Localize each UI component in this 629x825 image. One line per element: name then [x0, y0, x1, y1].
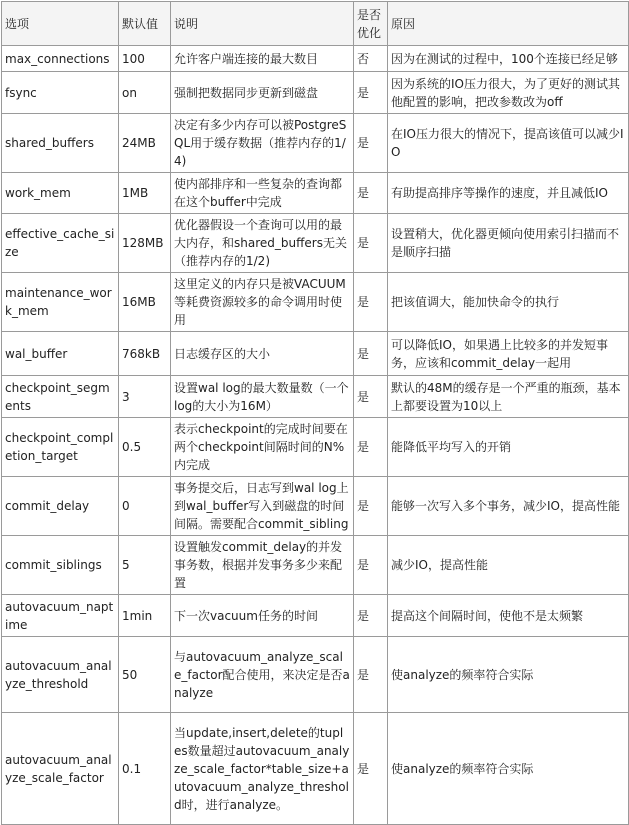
description-cell: 决定有多少内存可以被PostgreSQL用于缓存数据（推荐内存的1/4): [171, 114, 354, 173]
option-cell: commit_delay: [2, 477, 119, 536]
table-row: [2, 214, 629, 273]
option-cell: shared_buffers: [2, 114, 119, 173]
optimize-cell: 是: [354, 173, 388, 214]
header-reason: 原因: [388, 2, 629, 46]
reason-cell: 提高这个间隔时间，使他不是太频繁: [388, 595, 629, 637]
table-row: [2, 713, 629, 825]
description-cell: 强制把数据同步更新到磁盘: [171, 72, 354, 114]
description-cell: 表示checkpoint的完成时间要在两个checkpoint间隔时间的N%内完成: [171, 418, 354, 477]
reason-cell: 能降低平均写入的开销: [388, 418, 629, 477]
default-cell: 50: [119, 637, 171, 713]
description-cell: 与autovacuum_analyze_scale_factor配合使用，来决定是否analyze: [171, 637, 354, 713]
reason-cell: 因为系统的IO压力很大，为了更好的测试其他配置的影响，把改参数改为off: [388, 72, 629, 114]
reason-cell: 减少IO，提高性能: [388, 536, 629, 595]
optimize-cell: 是: [354, 477, 388, 536]
description-cell: 优化器假设一个查询可以用的最大内存，和shared_buffers无关（推荐内存的1/2): [171, 214, 354, 273]
optimize-cell: 是: [354, 273, 388, 332]
option-cell: work_mem: [2, 173, 119, 214]
table-row: [2, 332, 629, 376]
default-cell: 5: [119, 536, 171, 595]
default-cell: 3: [119, 376, 171, 418]
option-cell: commit_siblings: [2, 536, 119, 595]
config-table: [1, 1, 629, 825]
table-row: [2, 114, 629, 173]
reason-cell: 设置稍大，优化器更倾向使用索引扫描而不是顺序扫描: [388, 214, 629, 273]
header-description: 说明: [171, 2, 354, 46]
table-row: [2, 418, 629, 477]
default-cell: 1min: [119, 595, 171, 637]
option-cell: fsync: [2, 72, 119, 114]
header-default: 默认值: [119, 2, 171, 46]
description-cell: 这里定义的内存只是被VACUUM等耗费资源较多的命令调用时使用: [171, 273, 354, 332]
optimize-cell: 是: [354, 637, 388, 713]
table-row: [2, 72, 629, 114]
optimize-cell: 是: [354, 418, 388, 477]
header-option: 选项: [2, 2, 119, 46]
table-row: [2, 477, 629, 536]
table-row: [2, 376, 629, 418]
table-row: [2, 595, 629, 637]
optimize-cell: 是: [354, 72, 388, 114]
option-cell: autovacuum_naptime: [2, 595, 119, 637]
reason-cell: 使analyze的频率符合实际: [388, 713, 629, 825]
default-cell: 100: [119, 46, 171, 72]
reason-cell: 可以降低IO，如果遇上比较多的并发短事务，应该和commit_delay一起用: [388, 332, 629, 376]
optimize-cell: 是: [354, 713, 388, 825]
description-cell: 下一次vacuum任务的时间: [171, 595, 354, 637]
header-row: [2, 2, 629, 46]
description-cell: 日志缓存区的大小: [171, 332, 354, 376]
optimize-cell: 是: [354, 114, 388, 173]
table-row: [2, 173, 629, 214]
reason-cell: 默认的48M的缓存是一个严重的瓶颈，基本上都要设置为10以上: [388, 376, 629, 418]
table-row: [2, 273, 629, 332]
table-row: [2, 46, 629, 72]
description-cell: 使内部排序和一些复杂的查询都在这个buffer中完成: [171, 173, 354, 214]
option-cell: autovacuum_analyze_threshold: [2, 637, 119, 713]
optimize-cell: 是: [354, 536, 388, 595]
reason-cell: 有助提高排序等操作的速度，并且减低IO: [388, 173, 629, 214]
description-cell: 设置触发commit_delay的并发事务数，根据并发事务多少来配置: [171, 536, 354, 595]
option-cell: wal_buffer: [2, 332, 119, 376]
option-cell: max_connections: [2, 46, 119, 72]
default-cell: 16MB: [119, 273, 171, 332]
description-cell: 当update,insert,delete的tuples数量超过autovacuum_analyze_scale_factor*table_size+autovacuum_analyze_threshold时，进行analyze。: [171, 713, 354, 825]
default-cell: 1MB: [119, 173, 171, 214]
reason-cell: 使analyze的频率符合实际: [388, 637, 629, 713]
optimize-cell: 是: [354, 376, 388, 418]
optimize-cell: 是: [354, 595, 388, 637]
option-cell: checkpoint_segments: [2, 376, 119, 418]
optimize-cell: 是: [354, 214, 388, 273]
option-cell: effective_cache_size: [2, 214, 119, 273]
reason-cell: 能够一次写入多个事务，减少IO，提高性能: [388, 477, 629, 536]
default-cell: 0.5: [119, 418, 171, 477]
optimize-cell: 是: [354, 332, 388, 376]
optimize-cell: 否: [354, 46, 388, 72]
description-cell: 事务提交后，日志写到wal log上到wal_buffer写入到磁盘的时间间隔。需要配合commit_sibling: [171, 477, 354, 536]
default-cell: 768kB: [119, 332, 171, 376]
default-cell: 0.1: [119, 713, 171, 825]
table-row: [2, 536, 629, 595]
description-cell: 允许客户端连接的最大数目: [171, 46, 354, 72]
option-cell: maintenance_work_mem: [2, 273, 119, 332]
default-cell: 24MB: [119, 114, 171, 173]
reason-cell: 因为在测试的过程中，100个连接已经足够: [388, 46, 629, 72]
option-cell: autovacuum_analyze_scale_factor: [2, 713, 119, 825]
option-cell: checkpoint_completion_target: [2, 418, 119, 477]
default-cell: 128MB: [119, 214, 171, 273]
reason-cell: 把该值调大，能加快命令的执行: [388, 273, 629, 332]
header-optimize: 是否优化: [354, 2, 388, 46]
table-row: [2, 637, 629, 713]
default-cell: 0: [119, 477, 171, 536]
description-cell: 设置wal log的最大数量数（一个log的大小为16M）: [171, 376, 354, 418]
reason-cell: 在IO压力很大的情况下，提高该值可以减少IO: [388, 114, 629, 173]
default-cell: on: [119, 72, 171, 114]
